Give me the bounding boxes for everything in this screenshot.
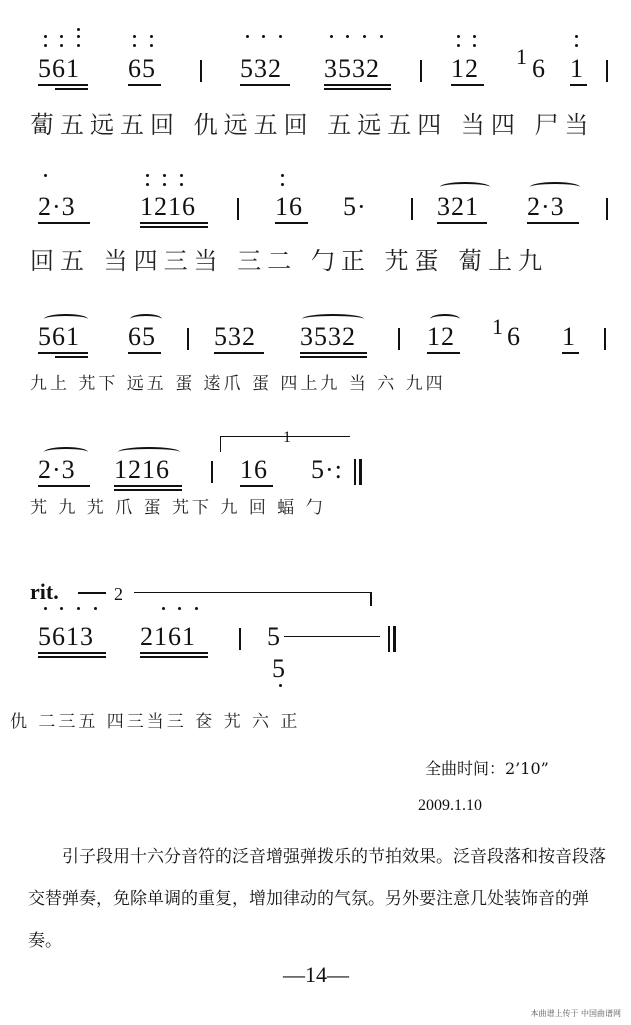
octave-dot <box>60 35 63 38</box>
repeat-barline <box>354 459 356 485</box>
octave-dot <box>575 35 578 38</box>
octave-dot <box>195 607 198 610</box>
note-group: 561 <box>38 322 80 351</box>
beam <box>140 656 208 658</box>
octave-dot <box>178 607 181 610</box>
beam <box>128 352 161 354</box>
description-paragraph: 引子段用十六分音符的泛音增强弹拨乐的节拍效果。泛音段落和按音段落交替弹奏，免除单调的重复，增加律动的气氛。另外要注意几处装饰音的弹奏。 <box>28 847 606 951</box>
octave-dot <box>346 35 349 38</box>
octave-dot <box>575 44 578 47</box>
octave-dot <box>77 607 80 610</box>
octave-dot <box>44 44 47 47</box>
octave-dot <box>180 183 183 186</box>
octave-dot <box>77 35 80 38</box>
note: 6 <box>507 322 521 351</box>
note: 5 <box>267 622 281 651</box>
beam <box>128 84 161 86</box>
ritardando-mark: rit. <box>30 579 59 604</box>
octave-dot <box>133 35 136 38</box>
octave-dot <box>363 35 366 38</box>
octave-dot <box>457 44 460 47</box>
beam <box>38 656 106 658</box>
final-barline <box>393 626 396 652</box>
note-group: 3532 <box>300 322 356 351</box>
octave-dot <box>380 35 383 38</box>
beam <box>140 222 208 224</box>
ritardando-line <box>78 592 106 594</box>
octave-dot <box>279 684 282 687</box>
beam <box>114 489 182 491</box>
beam <box>140 226 208 228</box>
beam <box>300 352 367 354</box>
beam <box>275 222 308 224</box>
jianzi-tablature: 仇 二三五 四三当三 奁 艽 六 正 <box>10 712 301 732</box>
beam <box>55 356 88 358</box>
total-duration: 全曲时间：2’10” <box>425 759 549 778</box>
barline <box>606 198 608 220</box>
volta-bracket-end <box>360 592 372 606</box>
volta-number: 1 <box>283 429 292 446</box>
note-group: 65 <box>128 54 156 83</box>
beam <box>437 222 487 224</box>
date: 2009.1.10 <box>418 797 482 814</box>
note-group: 321 <box>437 192 479 221</box>
octave-dot <box>163 183 166 186</box>
note-group: 16 <box>275 192 303 221</box>
note-group: 16 <box>240 455 268 484</box>
barline <box>237 198 239 220</box>
note: 6 <box>532 54 546 83</box>
note: 1 <box>570 54 584 83</box>
slur-arrow <box>440 182 490 192</box>
barline <box>211 461 213 483</box>
octave-dot <box>44 35 47 38</box>
note-group: 2·3 <box>527 192 565 221</box>
beam <box>214 352 264 354</box>
note-group: 2161 <box>140 622 196 651</box>
beam <box>38 84 88 86</box>
volta-bracket <box>134 592 370 593</box>
octave-dot <box>44 174 47 177</box>
beam <box>114 485 182 487</box>
beam <box>38 222 90 224</box>
note-group: 532 <box>240 54 282 83</box>
note: 5·: <box>311 455 343 484</box>
octave-dot <box>473 44 476 47</box>
octave-dot <box>77 28 80 31</box>
barline <box>187 328 189 350</box>
jianzi-tablature: 艽 九 艽 爪 蛋 艽下 九 回 蝠 勹 <box>30 498 326 518</box>
octave-dot <box>473 35 476 38</box>
octave-dot <box>281 183 284 186</box>
volta-bracket <box>220 436 221 452</box>
jianzi-tablature: 蔔五远五回 仇远五回 五远五四 当四 尸当 <box>30 111 595 139</box>
note-group: 2·3 <box>38 455 76 484</box>
barline <box>604 328 606 350</box>
octave-dot <box>279 35 282 38</box>
slur-arrow <box>530 182 580 192</box>
octave-dot <box>281 174 284 177</box>
octave-dot <box>150 35 153 38</box>
note-group: 1216 <box>114 455 170 484</box>
page-number: —14— <box>283 962 349 987</box>
note-group: 65 <box>128 322 156 351</box>
octave-dot <box>180 174 183 177</box>
octave-dot <box>60 607 63 610</box>
octave-dot <box>44 607 47 610</box>
beam <box>38 352 88 354</box>
note-group: 5613 <box>38 622 94 651</box>
beam <box>300 356 367 358</box>
note-group: 532 <box>214 322 256 351</box>
octave-dot <box>262 35 265 38</box>
octave-dot <box>457 35 460 38</box>
octave-dot <box>94 607 97 610</box>
beam <box>324 88 391 90</box>
beam <box>55 88 88 90</box>
note-group: 12 <box>451 54 479 83</box>
note-group: 561 <box>38 54 80 83</box>
volta-number: 2 <box>114 584 124 604</box>
note: 1 <box>562 322 576 351</box>
barline <box>411 198 413 220</box>
beam <box>562 352 579 354</box>
note-group: 12 <box>427 322 455 351</box>
note: 5· <box>343 192 367 221</box>
beam <box>570 84 587 86</box>
octave-dot <box>60 44 63 47</box>
source-watermark: 本曲谱上传于 中国曲谱网 <box>530 1009 621 1018</box>
octave-dot <box>146 183 149 186</box>
octave-dot <box>330 35 333 38</box>
final-barline <box>388 626 390 652</box>
beam <box>240 84 290 86</box>
beam <box>324 84 391 86</box>
barline <box>606 60 608 82</box>
chord-lower-note: 5 <box>272 654 286 683</box>
beam <box>38 652 106 654</box>
jianzi-tablature: 回五 当四三当 三二 勹正 艽蛋 蔔上九 <box>30 247 549 275</box>
note-group: 3532 <box>324 54 380 83</box>
beam <box>427 352 460 354</box>
octave-dot <box>146 174 149 177</box>
barline <box>398 328 400 350</box>
octave-dot <box>163 174 166 177</box>
beam <box>451 84 484 86</box>
barline <box>239 628 241 650</box>
beam <box>527 222 579 224</box>
grace-note: 1 <box>516 44 528 69</box>
beam <box>240 485 273 487</box>
octave-dot <box>133 44 136 47</box>
grace-note: 1 <box>492 314 504 339</box>
barline <box>420 60 422 82</box>
repeat-barline <box>359 459 362 485</box>
octave-dot <box>77 44 80 47</box>
beam <box>140 652 208 654</box>
octave-dot <box>162 607 165 610</box>
sustain-line <box>284 636 380 637</box>
note-group: 1216 <box>140 192 196 221</box>
barline <box>200 60 202 82</box>
beam <box>38 485 90 487</box>
note-group: 2·3 <box>38 192 76 221</box>
octave-dot <box>150 44 153 47</box>
jianzi-tablature: 九上 艽下 远五 蛋 逺爪 蛋 四上九 当 六 九四 <box>30 374 446 394</box>
octave-dot <box>246 35 249 38</box>
